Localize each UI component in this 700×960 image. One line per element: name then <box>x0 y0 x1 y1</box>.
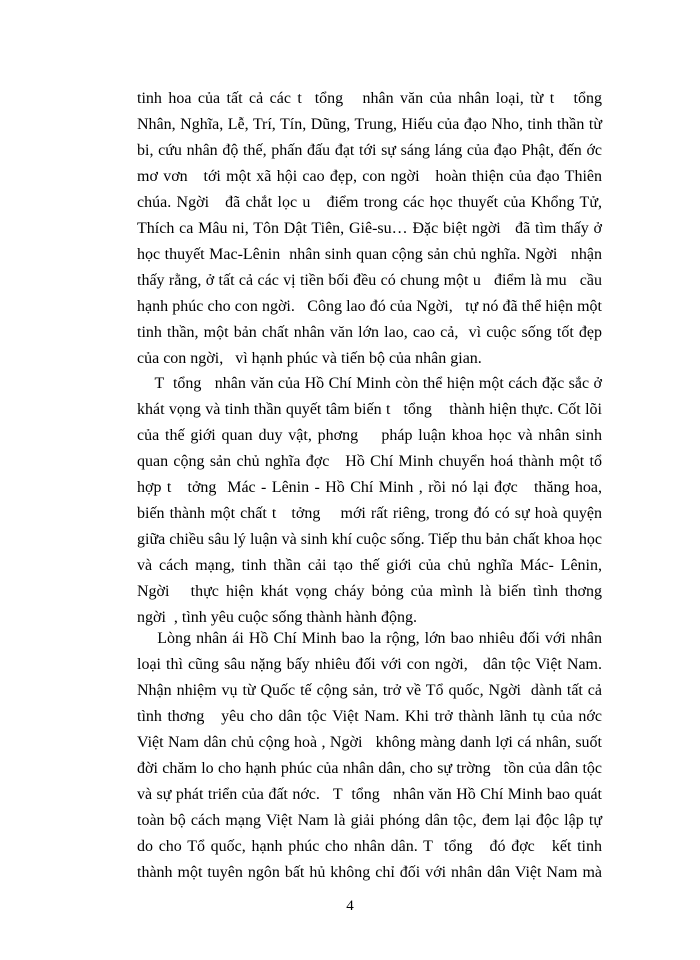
text-line: thành một tuyên ngôn bất hủ không chỉ đối với nhân dân Việt Nam mà <box>137 864 602 881</box>
text-line: tinh thần, một bản chất nhân văn lớn lao, cao cả, vì cuộc sống tốt đẹp <box>137 324 602 341</box>
text-line: loại thì cũng sâu nặng bấy nhiêu đối với con ngời, dân tộc Việt Nam. <box>137 656 602 673</box>
text-line: thấy rằng, ở tất cả các vị tiền bối đều có chung một u điểm là mu cầu <box>137 272 602 289</box>
text-line: tinh hoa của tất cả các t tổng nhân văn của nhân loại, từ t tổng <box>137 90 602 107</box>
text-line: Nhận nhiệm vụ từ Quốc tế cộng sản, trở về Tổ quốc, Ngời dành tất cả <box>137 682 602 699</box>
text-line: và sự phát triển của đất nớc. T tổng nhân văn Hồ Chí Minh bao quát <box>137 786 602 803</box>
text-line: chúa. Ngời đã chắt lọc u điểm trong các học thuyết của Khổng Tử, <box>137 194 602 211</box>
text-line: ngời , tình yêu cuộc sống thành hành động. <box>137 609 417 626</box>
text-line: Lòng nhân ái Hồ Chí Minh bao la rộng, lớn bao nhiêu đối với nhân <box>137 630 602 647</box>
text-line: hạnh phúc cho con ngời. Công lao đó của Ngời, tự nó đã thể hiện một <box>137 298 602 315</box>
text-line: đời chăm lo cho hạnh phúc của nhân dân, cho sự trờng tồn của dân tộc <box>137 760 602 777</box>
text-line: Thích ca Mâu ni, Tôn Dật Tiên, Giê-su… Đặc biệt ngời đã tìm thấy ở <box>137 220 602 237</box>
text-line: do cho Tổ quốc, hạnh phúc cho nhân dân. T tổng đó đợc kết tinh <box>137 838 602 855</box>
text-line: mơ vơn tới một xã hội cao đẹp, con ngời hoàn thiện của đạo Thiên <box>137 168 602 185</box>
paragraph-2 <box>137 371 602 631</box>
paragraph-1 <box>137 86 602 372</box>
text-line: Nhân, Nghĩa, Lễ, Trí, Tín, Dũng, Trung, Hiếu của đạo Nho, tinh thần từ <box>137 116 602 133</box>
text-line: biến thành một chất t tởng mới rất riêng, trong đó có sự hoà quyện <box>137 505 602 522</box>
text-line: của con ngời, vì hạnh phúc và tiến bộ của nhân gian. <box>137 350 482 367</box>
text-line: học thuyết Mac-Lênin nhân sinh quan cộng sản chủ nghĩa. Ngời nhận <box>137 246 602 263</box>
text-line: T tổng nhân văn của Hồ Chí Minh còn thể hiện một cách đặc sắc ở <box>137 375 602 392</box>
text-line: toàn bộ cách mạng Việt Nam là giải phóng dân tộc, đem lại độc lập tự <box>137 812 602 829</box>
text-line: của thế giới quan duy vật, phơng pháp luận khoa học và nhân sinh <box>137 427 602 444</box>
page-number: 4 <box>346 898 354 914</box>
text-line: và cách mạng, tinh thần cải tạo thế giới của chủ nghĩa Mác- Lênin, <box>137 557 602 574</box>
paragraph-3 <box>137 626 602 886</box>
text-line: Ngời thực hiện khát vọng cháy bỏng của mình là biến tình thơng <box>137 583 602 600</box>
text-line: giữa chiều sâu lý luận và sinh khí cuộc sống. Tiếp thu bản chất khoa học <box>137 531 602 548</box>
text-line: hợp t tởng Mác - Lênin - Hồ Chí Minh , rồi nó lại đợc thăng hoa, <box>137 479 602 496</box>
text-line: tình thơng yêu cho dân tộc Việt Nam. Khi trở thành lãnh tụ của nớc <box>137 708 602 725</box>
text-line: khát vọng và tinh thần quyết tâm biến t tổng thành hiện thực. Cốt lõi <box>137 401 602 418</box>
text-line: bi, cứu nhân độ thế, phấn đấu đạt tới sự sáng láng của đạo Phật, đến ớc <box>137 142 602 159</box>
text-line: Việt Nam dân chủ cộng hoà , Ngời không màng danh lợi cá nhân, suốt <box>137 734 602 751</box>
text-line: quan cộng sản chủ nghĩa đợc Hồ Chí Minh chuyển hoá thành một tổ <box>137 453 602 470</box>
